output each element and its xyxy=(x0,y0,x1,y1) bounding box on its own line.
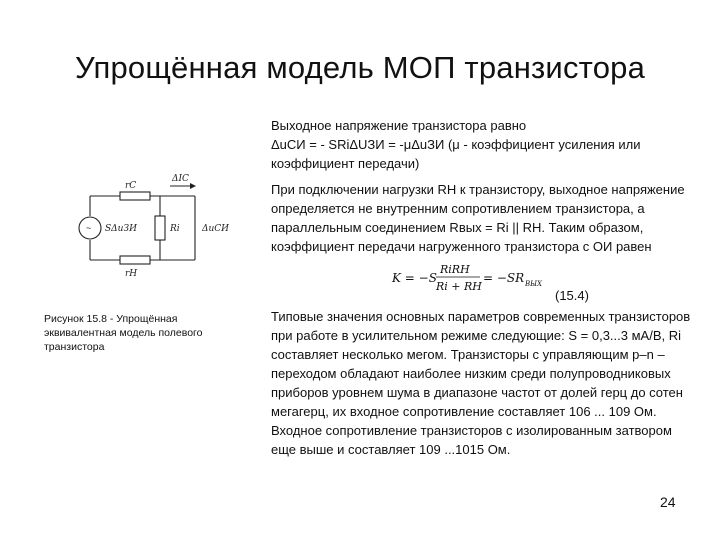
svg-text:ВЫХ: ВЫХ xyxy=(525,280,543,288)
ic-label: ΔIC xyxy=(172,174,189,184)
slide-title: Упрощённая модель МОП транзистора xyxy=(74,50,646,85)
load-paragraph: При подключении нагрузки RН к транзистору, выходное напряжение определяется не внутренним сопротивлением транзистора, а параллельным соединением Rвых = Ri || RН. Таким образом, коэффициент передачи нагруженного транзистора с ОИ равен xyxy=(271,182,685,254)
svg-text:K = −S: K = −S xyxy=(392,271,437,285)
equation-number: (15.4) xyxy=(555,288,589,303)
p1-line2: ΔuСИ = - SRiΔUЗИ = -μΔuЗИ (μ - коэффициент усиления или xyxy=(271,137,641,152)
parameters-paragraph: Типовые значения основных параметров современных транзисторов при работе в усилительном режиме следующие: S = 0,3...3 мА/В, Ri составляет несколько мегом. Транзисторы с управляющим р–n – переходом обладают наиболее низким среди полупроводниковых приборов уровнем шума в диапазоне частот от долей герц до сотен мегагерц, их входное сопротивление составляет 106 ... 109 Ом. Входное сопротивление транзисторов с изолированным затвором еще выше и составляет 109 ...1015 Ом. xyxy=(271,309,691,457)
rn-label: rH xyxy=(125,269,138,279)
source-symbol-icon: ~ xyxy=(86,223,92,233)
ri-label: Ri xyxy=(170,224,180,234)
rc-label: rC xyxy=(125,181,137,191)
figure-caption: Рисунок 15.8 - Упрощённая эквивалентная модель полевого транзистора xyxy=(44,313,203,353)
svg-text:RiRH: RiRH xyxy=(440,263,470,276)
page-number: 24 xyxy=(660,494,676,510)
uout-label: ΔuСИ xyxy=(202,224,230,234)
svg-text:Ri + RH: Ri + RH xyxy=(436,280,482,293)
equivalent-circuit-diagram xyxy=(70,168,250,283)
gain-formula xyxy=(390,258,550,298)
p1-line1: Выходное напряжение транзистора равно xyxy=(271,118,527,133)
p1-line3: коэффициент передачи) xyxy=(271,156,420,171)
output-voltage-paragraph xyxy=(271,116,691,173)
source-label: SΔuЗИ xyxy=(105,224,137,234)
svg-text:= −SR: = −SR xyxy=(483,271,525,285)
